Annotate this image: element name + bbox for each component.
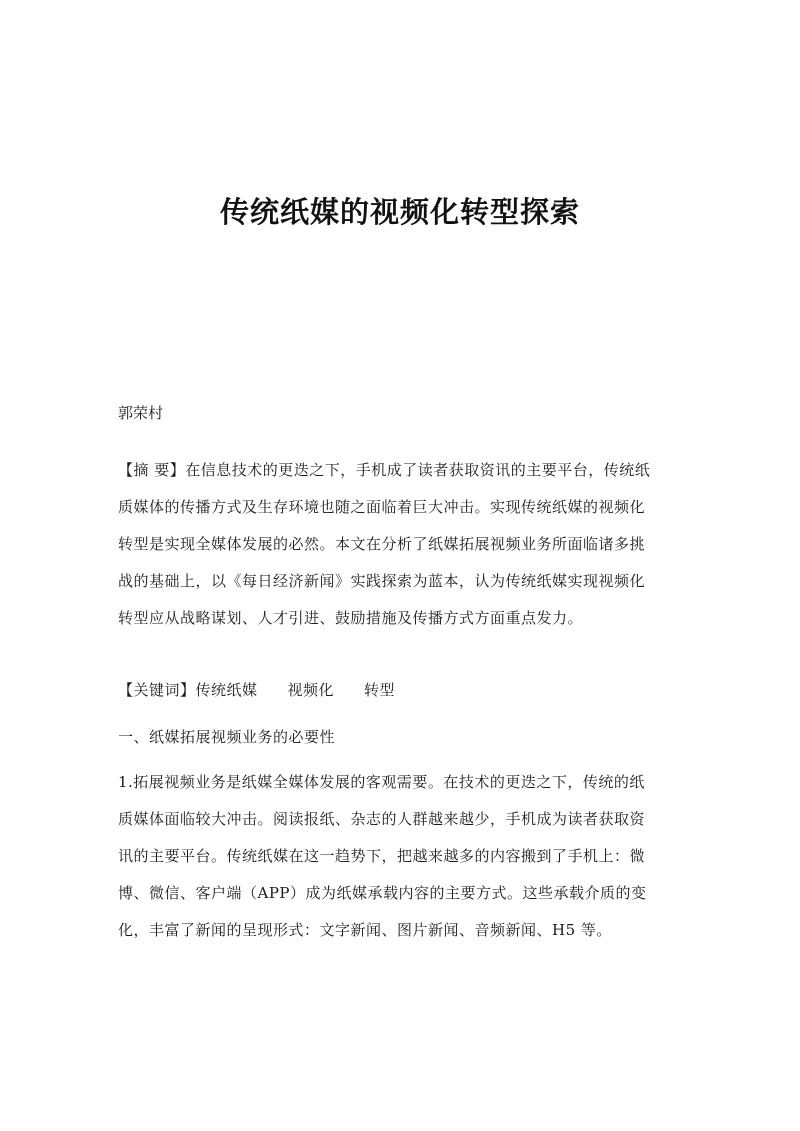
keyword-item: 传统纸媒: [195, 681, 258, 699]
abstract-line: 转型应从战略谋划、人才引进、鼓励措施及传播方式方面重点发力。: [118, 609, 584, 627]
paragraph-line: 讯的主要平台。传统纸媒在这一趋势下，把越来越多的内容搬到了手机上：微: [118, 847, 646, 865]
section-heading: [118, 719, 684, 756]
abstract-text: 在信息技术的更迭之下，手机成了读者获取资讯的主要平台，传统纸: [185, 461, 651, 479]
abstract-label: 【摘 要】: [118, 461, 186, 479]
keywords-label: 【关键词】: [118, 681, 196, 699]
abstract-line: 转型是实现全媒体发展的必然。本文在分析了纸媒拓展视频业务所面临诸多挑: [118, 535, 646, 553]
paragraph-line: 博、微信、客户端（APP）成为纸媒承载内容的主要方式。这些承载介质的变: [118, 884, 647, 902]
author-name: 郭荣村: [118, 404, 164, 422]
paragraph-line: 1.拓展视频业务是纸媒全媒体发展的客观需要。在技术的更迭之下，传统的纸: [118, 773, 645, 791]
keyword-item: 视频化: [287, 681, 335, 699]
document-title: 传统纸媒的视频化转型探索: [219, 195, 580, 229]
keywords-line: [118, 672, 684, 709]
abstract: [118, 452, 684, 637]
paragraph-line: 化，丰富了新闻的呈现形式：文字新闻、图片新闻、音频新闻、H5 等。: [118, 921, 612, 939]
keyword-item: 转型: [364, 681, 396, 699]
paragraph-line: 质媒体面临较大冲击。阅读报纸、杂志的人群越来越少，手机成为读者获取资: [118, 810, 646, 828]
abstract-line: 质媒体的传播方式及生存环境也随之面临着巨大冲击。实现传统纸媒的视频化: [118, 498, 646, 516]
section-heading-text: 一、纸媒拓展视频业务的必要性: [118, 728, 336, 746]
keywords: [118, 672, 684, 709]
abstract-line: [118, 452, 684, 489]
body-paragraph: [118, 764, 684, 949]
abstract-line: 战的基础上，以《每日经济新闻》实践探索为蓝本，认为传统纸媒实现视频化: [118, 572, 646, 590]
